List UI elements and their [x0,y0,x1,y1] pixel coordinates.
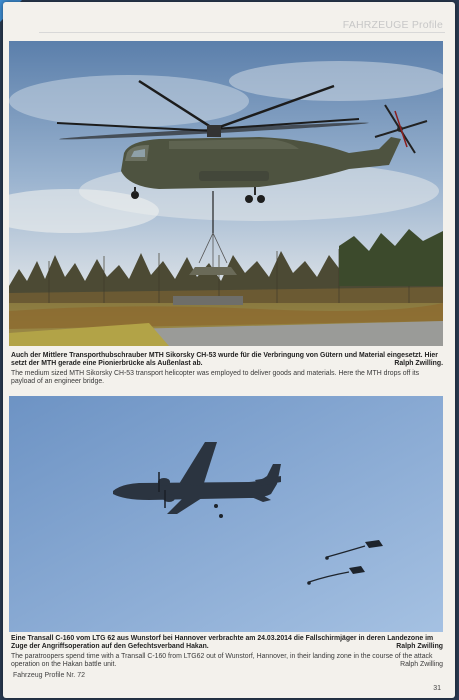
magazine-page [3,2,455,698]
page-number: 31 [433,685,441,692]
caption-german-text: Auch der Mittlere Transporthubschrauber MTH Sikorsky CH-53 wurde für die Verbringung von Gütern und Material eingesetzt. Hier setzt der MTH gerade eine Pionierbrücke als Außenlast ab. [11,352,438,368]
photo-caption-1 [11,352,443,386]
caption-english [11,653,443,670]
caption-german [11,352,443,369]
caption-german [11,635,443,652]
caption-english-text: The paratroopers spend time with a Transall C-160 from LTG62 out of Wunstorf, Hannover, in their landing zone in the course of the attack operation on the Hakan battle unit. [11,652,433,668]
caption-german-text: Eine Transall C-160 vom LTG 62 aus Wunstorf bei Hannover verbrachte am 24.03.2014 die Fallschirmjäger in deren Landezone im Zuge der Angriffsoperation auf den Gefechtsverband Hakan. [11,635,434,651]
photo-caption-2 [11,635,443,669]
caption-english: The medium sized MTH Sikorsky CH-53 transport helicopter was employed to deliver goods and materials. Here the MTH drops off its payload of an engineer bridge. [11,369,420,385]
helicopter-photo [9,41,443,346]
running-header: FAHRZEUGE Profile [342,19,443,31]
photo-credit: Ralph Zwilling [396,643,443,651]
photo-credit-english: Ralph Zwilling [400,660,443,668]
footer-title: Fahrzeug Profile Nr. 72 [13,672,85,679]
photo-credit: Ralph Zwilling. [394,360,443,368]
header-rule [39,32,445,33]
aircraft-photo [9,396,443,632]
